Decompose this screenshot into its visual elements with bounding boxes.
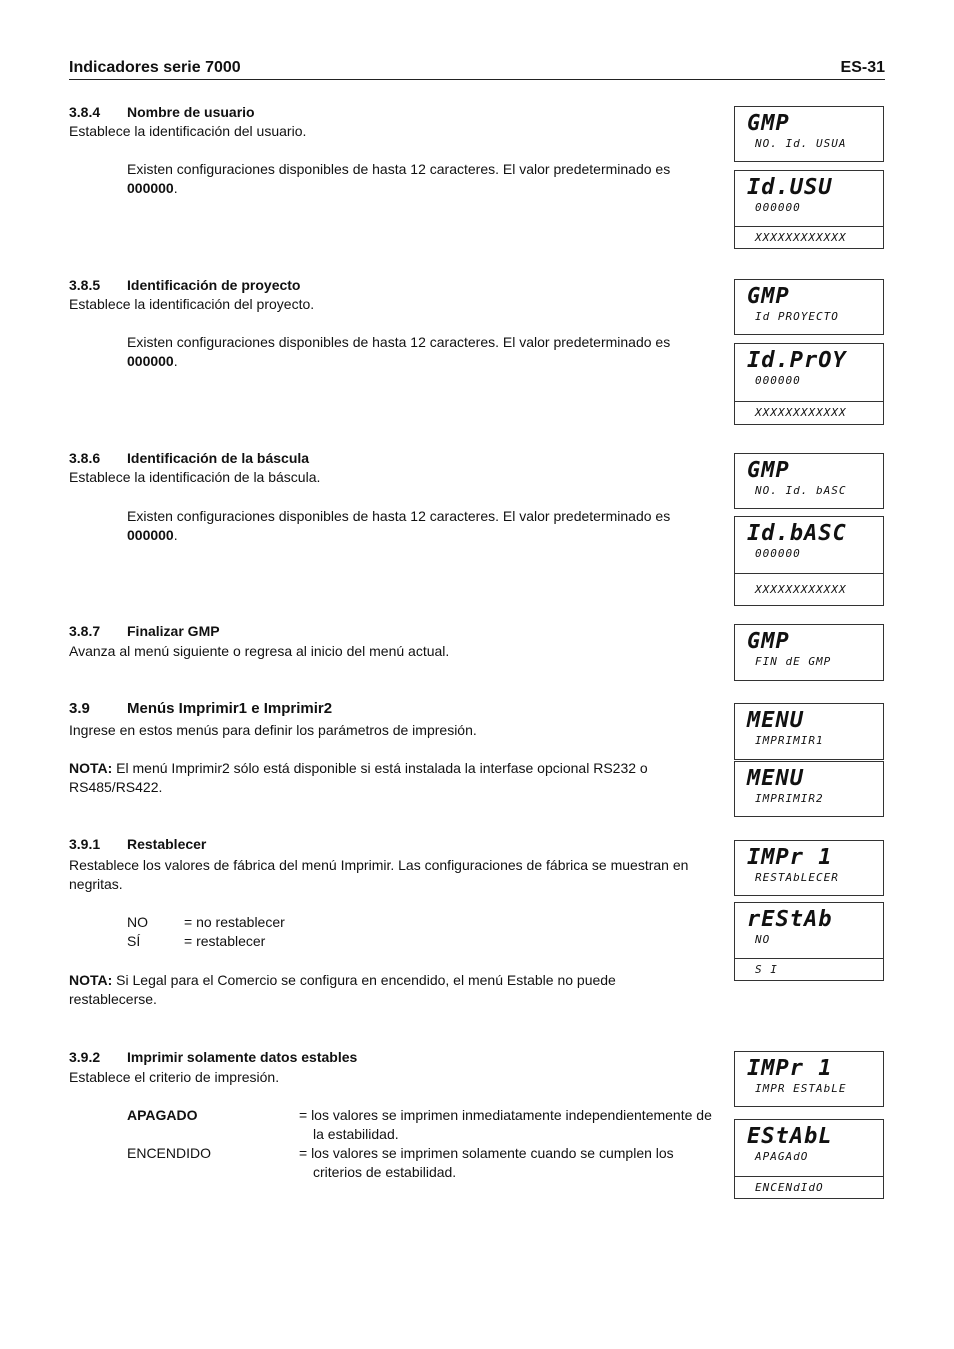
- lcd-main-text: IMPr 1: [747, 1056, 833, 1081]
- lcd-option-text: XXXXXXXXXXXX: [735, 573, 883, 606]
- lcd-display: [734, 1051, 884, 1107]
- option-key: ENCENDIDO: [127, 1145, 212, 1161]
- lcd-sub-text: IMPR ESTAbLE: [755, 1082, 847, 1095]
- option-value: = no restablecer: [184, 914, 285, 930]
- section-heading-3-9-1: 3.9.1 Restablecer: [69, 836, 207, 852]
- lcd-display: [734, 902, 884, 981]
- option-value: = los valores se imprimen inmediatamente independientemente de la estabilidad.: [299, 1107, 712, 1142]
- lcd-sub-text: NO. Id. bASC: [755, 484, 847, 497]
- lcd-option-text: XXXXXXXXXXXX: [735, 401, 883, 424]
- lcd-display: [734, 279, 884, 335]
- lcd-display: [734, 516, 884, 606]
- lcd-sub-text: IMPRIMIR1: [755, 734, 824, 747]
- section-description: Restablece los valores de fábrica del menú Imprimir. Las configuraciones de fábrica se muestran en negritas.: [69, 857, 689, 892]
- running-title: Indicadores serie 7000: [69, 59, 241, 76]
- note: NOTA: El menú Imprimir2 sólo está disponible si está instalada la interfase opcional RS232 o RS485/RS422.: [69, 760, 648, 795]
- lcd-display: [734, 624, 884, 681]
- lcd-display: [734, 761, 884, 817]
- lcd-main-text: GMP: [747, 629, 790, 654]
- lcd-main-text: EStAbL: [747, 1124, 833, 1149]
- lcd-sub-text: RESTAbLECER: [755, 871, 839, 884]
- option-key: APAGADO: [127, 1107, 198, 1123]
- lcd-main-text: IMPr 1: [747, 845, 833, 870]
- lcd-main-text: MENU: [747, 766, 804, 791]
- lcd-main-text: GMP: [747, 458, 790, 483]
- section-heading-3-8-5: 3.8.5 Identificación de proyecto: [69, 277, 301, 293]
- lcd-main-text: rEStAb: [747, 907, 833, 932]
- section-heading-3-8-7: 3.8.7 Finalizar GMP: [69, 623, 220, 639]
- lcd-display: [734, 840, 884, 896]
- lcd-main-text: Id.bASC: [747, 521, 847, 546]
- lcd-sub-text: Id PROYECTO: [755, 310, 839, 323]
- lcd-main-text: GMP: [747, 111, 790, 136]
- lcd-main-text: Id.PrOY: [747, 348, 847, 373]
- lcd-main-text: MENU: [747, 708, 804, 733]
- section-description: Ingrese en estos menús para definir los parámetros de impresión.: [69, 722, 477, 738]
- lcd-option-text: XXXXXXXXXXXX: [735, 226, 883, 249]
- lcd-main-text: Id.USU: [747, 175, 833, 200]
- section-description: Avanza al menú siguiente o regresa al inicio del menú actual.: [69, 643, 450, 659]
- lcd-option-text: S I: [735, 958, 883, 981]
- section-description: Establece la identificación del proyecto.: [69, 296, 315, 312]
- lcd-sub-text: APAGAdO: [755, 1150, 809, 1163]
- lcd-sub-text: 000000: [755, 547, 801, 560]
- option-key: NO: [127, 914, 148, 930]
- lcd-display: [734, 343, 884, 425]
- option-value: = los valores se imprimen solamente cuando se cumplen los criterios de estabilidad.: [299, 1145, 674, 1180]
- lcd-sub-text: 000000: [755, 201, 801, 214]
- lcd-display: [734, 453, 884, 509]
- lcd-display: [734, 703, 884, 760]
- section-heading-3-8-4: 3.8.4 Nombre de usuario: [69, 104, 255, 120]
- lcd-display: [734, 106, 884, 162]
- section-heading-3-8-6: 3.8.6 Identificación de la báscula: [69, 450, 310, 466]
- lcd-sub-text: NO. Id. USUA: [755, 137, 847, 150]
- lcd-sub-text: 000000: [755, 374, 801, 387]
- lcd-sub-text: NO: [755, 933, 771, 946]
- section-heading-3-9-2: 3.9.2 Imprimir solamente datos estables: [69, 1049, 358, 1065]
- page-number: ES-31: [840, 59, 885, 76]
- section-body: Existen configuraciones disponibles de hasta 12 caracteres. El valor predeterminado es 000000.: [127, 508, 671, 543]
- section-description: Establece el criterio de impresión.: [69, 1069, 280, 1085]
- lcd-display: [734, 170, 884, 249]
- section-description: Establece la identificación de la báscula.: [69, 469, 321, 485]
- section-heading-3-9: 3.9 Menús Imprimir1 e Imprimir2: [69, 700, 333, 717]
- option-key: SÍ: [127, 933, 141, 949]
- section-body: Existen configuraciones disponibles de hasta 12 caracteres. El valor predeterminado es 000000.: [127, 334, 671, 369]
- note: NOTA: Si Legal para el Comercio se configura en encendido, el menú Estable no puede restablecerse.: [69, 972, 616, 1007]
- option-value: = restablecer: [184, 933, 266, 949]
- section-description: Establece la identificación del usuario.: [69, 123, 307, 139]
- header-rule: [69, 79, 885, 80]
- lcd-main-text: GMP: [747, 284, 790, 309]
- lcd-display: [734, 1119, 884, 1199]
- lcd-option-text: ENCENdIdO: [735, 1176, 883, 1199]
- section-body: Existen configuraciones disponibles de hasta 12 caracteres. El valor predeterminado es 000000.: [127, 161, 671, 196]
- lcd-sub-text: FIN dE GMP: [755, 655, 832, 668]
- lcd-sub-text: IMPRIMIR2: [755, 792, 824, 805]
